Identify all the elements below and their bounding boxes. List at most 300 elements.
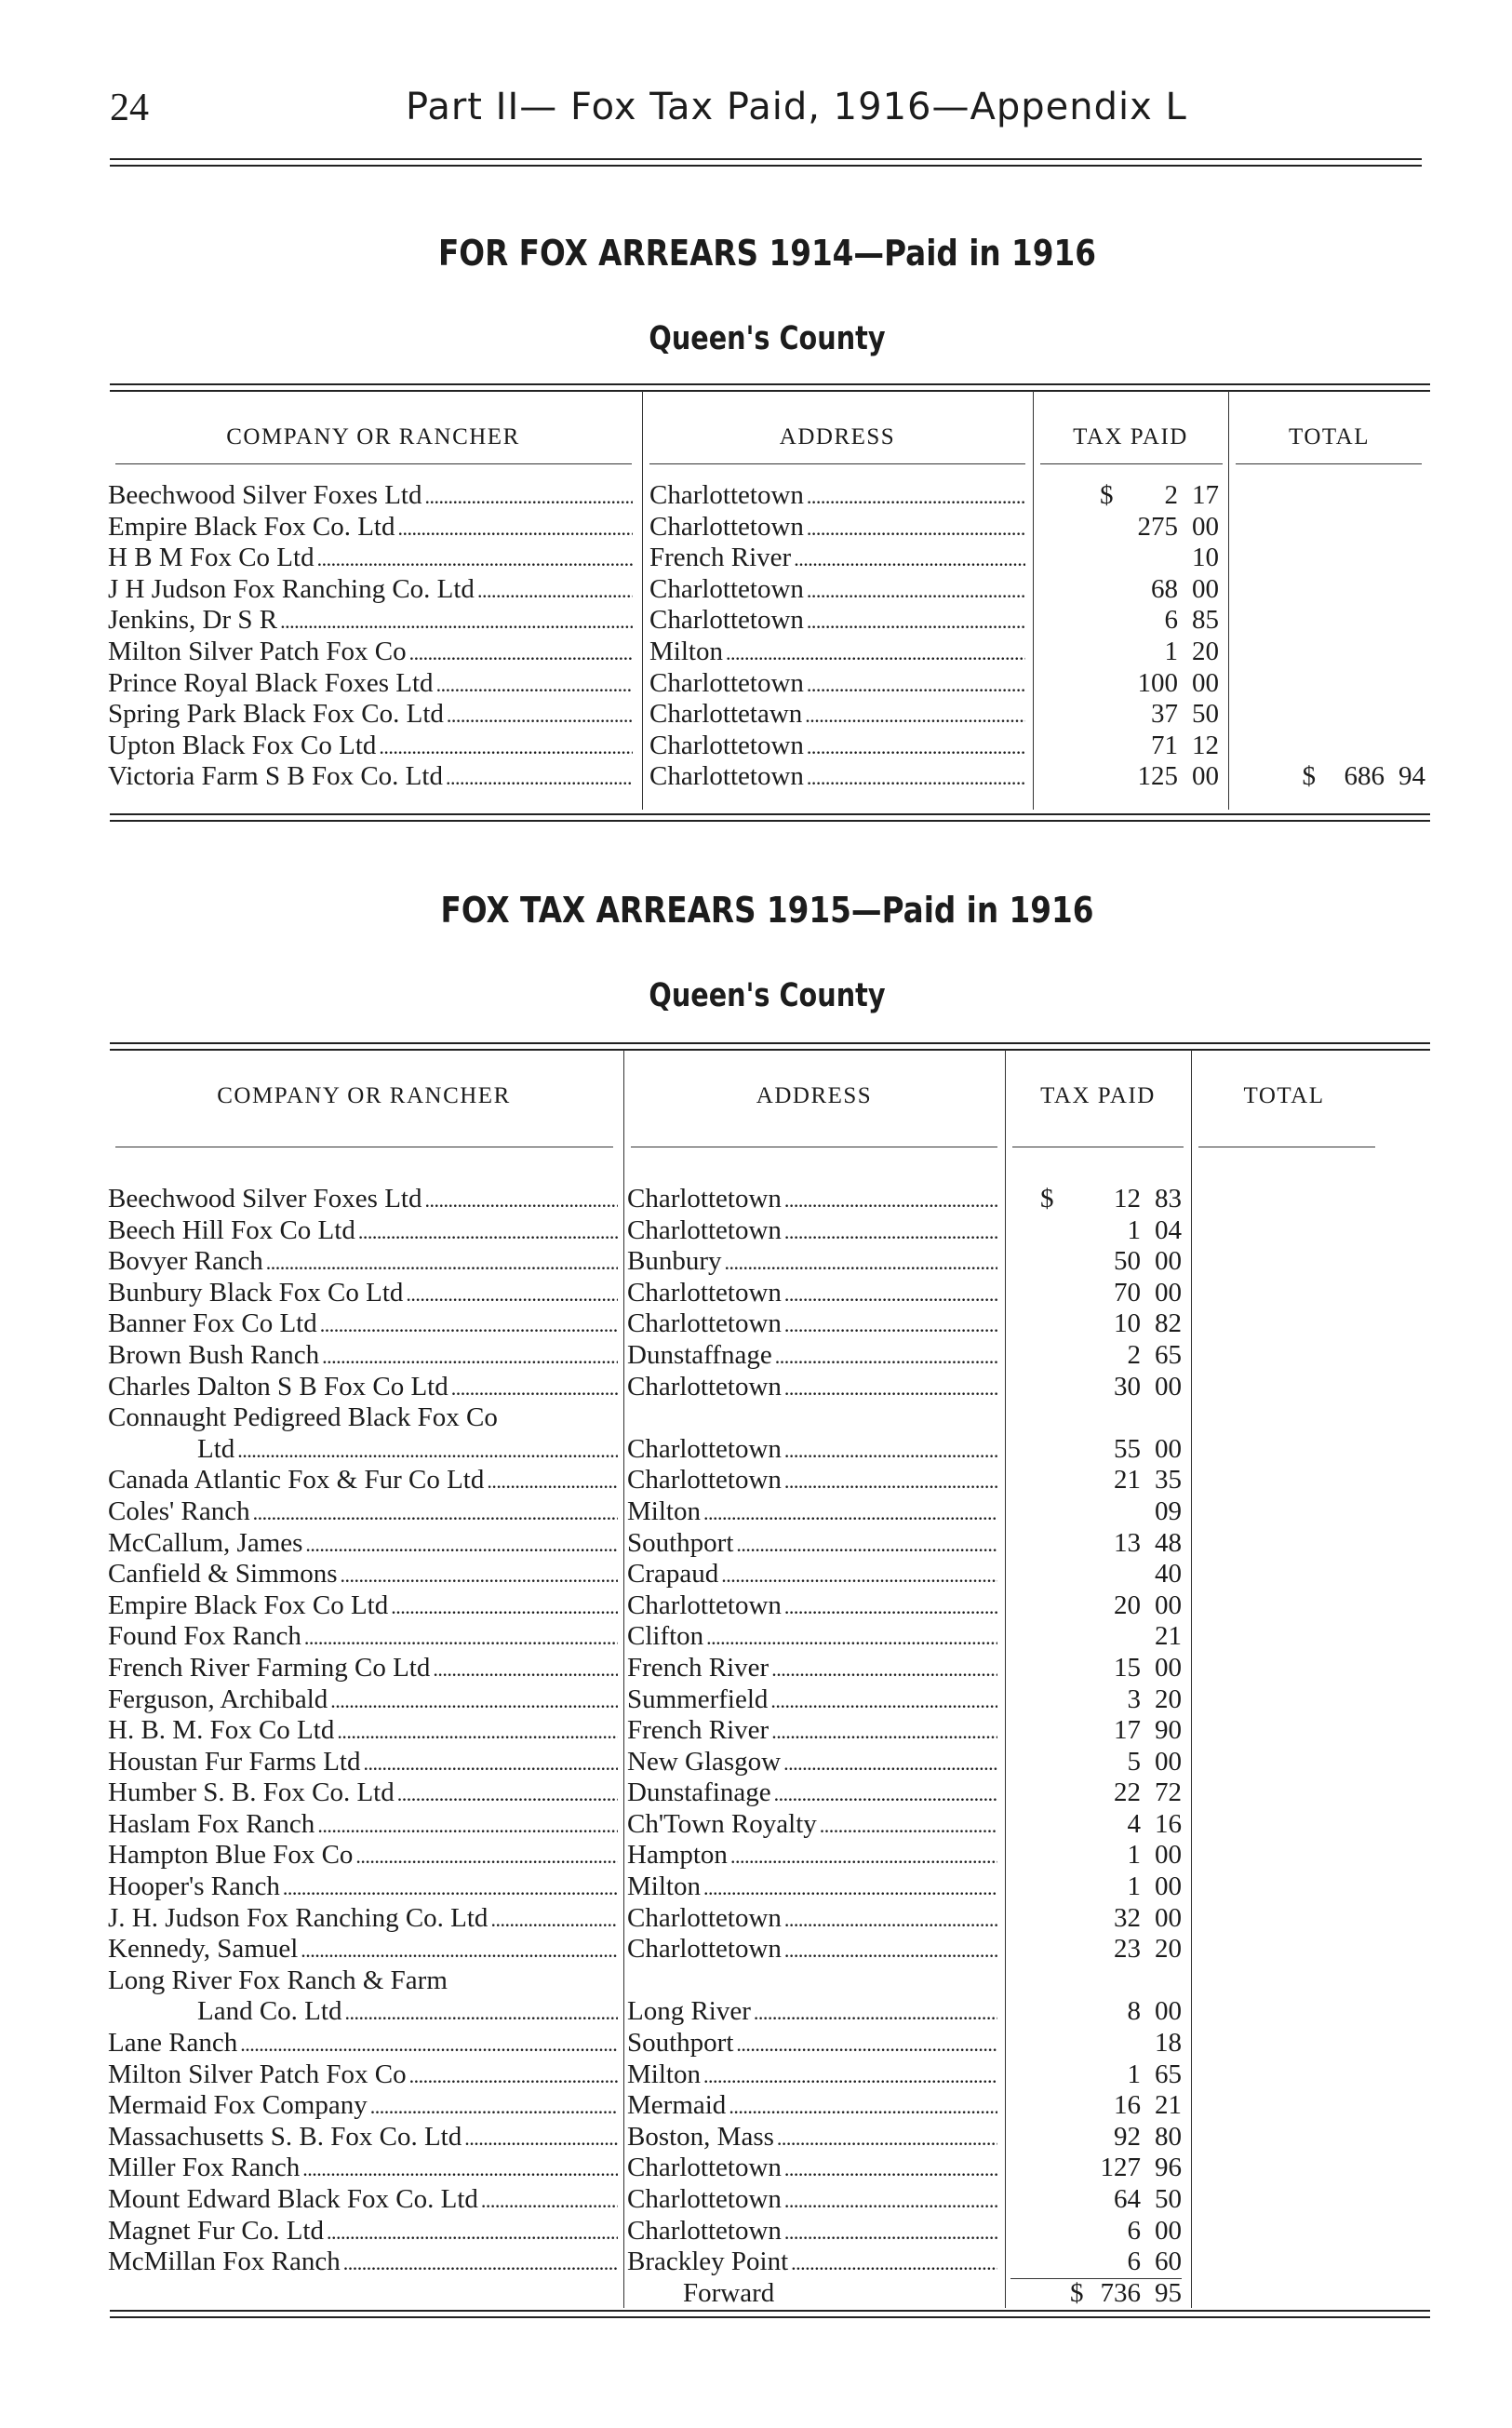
tax-dollars: 71 (1151, 730, 1178, 760)
tax-dollars: 15 (1114, 1652, 1141, 1683)
dot-leader (451, 1372, 618, 1404)
rancher-name-text: Canada Atlantic Fox & Fur Co Ltd (108, 1465, 485, 1496)
address (649, 512, 1025, 544)
dot-leader (398, 512, 634, 544)
address-text: Charlottetown (627, 1902, 782, 1933)
address (627, 1215, 997, 1248)
table-row (104, 1434, 1430, 1466)
tax-dollars: 16 (1114, 2090, 1141, 2121)
address (649, 543, 1025, 575)
county-title: Queen's County (649, 320, 886, 357)
county-title: Queen's County (649, 977, 886, 1014)
address (627, 1246, 997, 1279)
tax-paid-amount (1038, 761, 1219, 793)
rancher-name-text: French River Farming Co Ltd (108, 1652, 431, 1683)
address (627, 1840, 997, 1872)
tax-paid-amount (1010, 2059, 1182, 2091)
tax-cents: 96 (1155, 2153, 1182, 2183)
dot-leader (703, 1871, 997, 1904)
dot-leader (784, 2153, 997, 2185)
dot-leader (436, 668, 633, 701)
address-text: Charlottetown (649, 761, 804, 792)
table-row (104, 1465, 1430, 1496)
tax-dollars: 1 (1127, 1871, 1141, 1902)
tax-paid-amount (1010, 1184, 1182, 1215)
rancher-name-text: Prince Royal Black Foxes Ltd (108, 667, 434, 698)
dot-leader (754, 1996, 997, 2029)
forward-cents: 95 (1155, 2277, 1182, 2308)
dot-leader (379, 731, 633, 763)
address (649, 699, 1025, 731)
dot-leader (344, 1996, 618, 2029)
tax-paid-amount (1010, 1246, 1182, 1278)
address (649, 605, 1025, 637)
rancher-name (108, 699, 633, 731)
table-body (104, 480, 1430, 793)
rancher-name (108, 1715, 618, 1748)
address (627, 1278, 997, 1310)
tax-table-1914 (104, 383, 1430, 830)
dot-leader (283, 1871, 618, 1904)
tax-cents: 65 (1155, 2059, 1182, 2089)
tax-paid-amount (1010, 1934, 1182, 1965)
tax-dollars: 13 (1114, 1527, 1141, 1558)
dot-leader (807, 761, 1025, 794)
address (627, 1528, 997, 1561)
rancher-name (108, 512, 633, 544)
table-row (104, 1496, 1430, 1528)
address (627, 2122, 997, 2154)
rancher-name-text: Beechwood Silver Foxes Ltd (108, 1184, 422, 1214)
tax-dollars: 1 (1127, 2059, 1141, 2089)
dot-leader (343, 2247, 618, 2279)
tax-paid-amount (1010, 1996, 1182, 2028)
table-row (104, 1903, 1430, 1935)
dot-leader (280, 605, 633, 637)
rancher-name-text: Lane Ranch (108, 2028, 238, 2059)
rancher-name (108, 1402, 618, 1434)
address-text: Clifton (627, 1621, 704, 1652)
rancher-name (108, 543, 633, 575)
dot-leader (771, 1653, 997, 1685)
address (627, 1715, 997, 1748)
table-row (104, 2184, 1430, 2216)
tax-paid-amount (1038, 668, 1219, 700)
address-text: Dunstaffnage (627, 1339, 772, 1370)
tax-paid-amount (1038, 480, 1219, 512)
rancher-name-text: Humber S. B. Fox Co. Ltd (108, 1777, 395, 1808)
address (627, 1871, 997, 1904)
tax-dollars: 23 (1114, 1934, 1141, 1965)
forward-amount (1010, 2278, 1182, 2310)
dot-leader (481, 2184, 618, 2217)
address-text: Milton (627, 2059, 701, 2089)
page-number: 24 (110, 87, 149, 129)
rancher-name (108, 1496, 618, 1529)
dot-leader (320, 1308, 618, 1341)
tax-cents: 00 (1155, 1902, 1182, 1933)
table-row (104, 2153, 1430, 2184)
tax-cents: 12 (1192, 730, 1219, 760)
dot-leader (784, 1934, 997, 1966)
tax-cents: 82 (1155, 1308, 1182, 1339)
tax-paid-amount (1010, 1903, 1182, 1935)
rancher-name-text: Long River Fox Ranch & Farm (108, 1965, 448, 1995)
forward-label: Forward (683, 2277, 775, 2308)
tax-paid-amount (1010, 2122, 1182, 2153)
rancher-name-text: McMillan Fox Ranch (108, 2247, 341, 2277)
address (627, 1184, 997, 1216)
address-text: Long River (627, 1996, 751, 2027)
address-text: Charlottetown (627, 1590, 782, 1620)
address (649, 761, 1025, 794)
tax-cents: 00 (1192, 511, 1219, 542)
address (649, 637, 1025, 669)
rancher-name-text: Charles Dalton S B Fox Co Ltd (108, 1371, 448, 1402)
rancher-name-text: H B M Fox Co Ltd (108, 543, 314, 573)
total-cents: 94 (1398, 761, 1425, 792)
rancher-name (108, 1809, 618, 1842)
dot-leader (327, 2216, 618, 2248)
table-row (104, 2059, 1430, 2091)
dot-leader (791, 2247, 997, 2279)
dot-leader (487, 1465, 618, 1497)
dot-leader (794, 543, 1025, 575)
rancher-name-text: Haslam Fox Ranch (108, 1808, 315, 1839)
tax-dollars: 30 (1114, 1371, 1141, 1402)
running-title: Part II— Fox Tax Paid, 1916—Appendix L (406, 86, 1187, 128)
rancher-name (108, 1777, 618, 1810)
table-row (104, 605, 1430, 637)
column-header-company: COMPANY OR RANCHER (217, 1083, 511, 1108)
table-row (104, 1246, 1430, 1278)
table-row (104, 1934, 1430, 1965)
address-text: Bunbury (627, 1246, 722, 1277)
address (627, 1308, 997, 1341)
tax-cents: 20 (1192, 636, 1219, 666)
rancher-name (108, 1528, 618, 1561)
rancher-name (108, 1840, 618, 1872)
table-row (104, 1528, 1430, 1560)
column-header-company: COMPANY OR RANCHER (226, 424, 520, 449)
dot-leader (784, 2184, 997, 2217)
tax-dollars: 275 (1137, 511, 1178, 542)
tax-dollars: 20 (1114, 1590, 1141, 1620)
address-text: Charlottetown (649, 730, 804, 760)
header-underline (115, 463, 632, 464)
rancher-name-text: Banner Fox Co Ltd (108, 1308, 317, 1339)
tax-paid-amount (1010, 1777, 1182, 1809)
column-header-address: ADDRESS (779, 424, 896, 449)
rancher-name (108, 1184, 618, 1216)
tax-cents: 83 (1155, 1184, 1182, 1214)
tax-paid-amount (1010, 2090, 1182, 2122)
tax-paid-amount (1010, 1372, 1182, 1403)
tax-paid-amount (1010, 1340, 1182, 1372)
tax-paid-amount (1010, 1653, 1182, 1684)
tax-cents: 40 (1155, 1559, 1182, 1590)
address (627, 1590, 997, 1623)
address (627, 1684, 997, 1717)
tax-cents: 00 (1192, 667, 1219, 698)
table-row (104, 2247, 1430, 2278)
address (627, 2059, 997, 2092)
tax-dollars: 50 (1114, 1246, 1141, 1277)
table-row (104, 1278, 1430, 1309)
tax-paid-amount (1010, 1840, 1182, 1871)
rancher-name (108, 1871, 618, 1904)
dot-leader (240, 2028, 618, 2060)
column-header-total: TOTAL (1243, 1083, 1325, 1108)
tax-cents: 00 (1155, 1371, 1182, 1402)
address (627, 1809, 997, 1842)
table-row (104, 1559, 1430, 1590)
tax-dollars: 3 (1127, 1684, 1141, 1714)
tax-dollars: 12 (1114, 1184, 1141, 1214)
rancher-name (108, 1747, 618, 1779)
total-currency: $ (1302, 761, 1316, 792)
rancher-name (108, 2059, 618, 2092)
section-title: FOX TAX ARREARS 1915—Paid in 1916 (440, 890, 1094, 931)
header-underline (649, 463, 1025, 464)
rancher-name (108, 761, 633, 794)
tax-cents: 35 (1155, 1465, 1182, 1496)
tax-table-1915 (104, 1042, 1430, 2336)
tax-paid-amount (1010, 1871, 1182, 1903)
address-text: Charlottetown (627, 1934, 782, 1965)
tax-cents: 00 (1192, 573, 1219, 604)
dot-leader (406, 1278, 618, 1310)
tax-paid-amount (1038, 543, 1219, 574)
dot-leader (464, 2122, 618, 2154)
rancher-name (108, 1965, 618, 1997)
rancher-name-text: Hampton Blue Fox Co (108, 1840, 354, 1871)
rancher-name-text: Upton Black Fox Co Ltd (108, 730, 377, 760)
column-header-total: TOTAL (1289, 424, 1370, 449)
rancher-name-text: Ferguson, Archibald (108, 1684, 328, 1714)
table-row (104, 480, 1430, 512)
tax-paid-amount (1010, 1621, 1182, 1653)
rancher-name-text: J H Judson Fox Ranching Co. Ltd (108, 573, 475, 604)
dot-leader (370, 2090, 618, 2123)
tax-dollars: 6 (1127, 2247, 1141, 2277)
rancher-name-text: Mount Edward Black Fox Co. Ltd (108, 2184, 478, 2214)
address (627, 1340, 997, 1373)
rancher-name (108, 1465, 618, 1497)
address-text: Charlottetown (627, 1277, 782, 1308)
tax-paid-amount (1010, 2184, 1182, 2216)
dot-leader (784, 2216, 997, 2248)
address (627, 2216, 997, 2248)
dot-leader (807, 668, 1025, 701)
table-row (104, 1215, 1430, 1247)
rancher-name-text: Houstan Fur Farms Ltd (108, 1746, 361, 1777)
address (627, 1996, 997, 2029)
address-text: Ch'Town Royalty (627, 1808, 817, 1839)
rancher-name-text: Mermaid Fox Company (108, 2090, 368, 2121)
forward-row (104, 2278, 1430, 2310)
tax-cents: 60 (1155, 2247, 1182, 2277)
tax-dollars: 4 (1127, 1808, 1141, 1839)
dot-leader (784, 1215, 997, 1248)
tax-dollars: 70 (1114, 1277, 1141, 1308)
tax-dollars: 1 (1127, 1840, 1141, 1871)
rancher-name-text: J. H. Judson Fox Ranching Co. Ltd (108, 1902, 488, 1933)
address (649, 480, 1025, 513)
address-text: Milton (627, 1871, 701, 1902)
address-text: Summerfield (627, 1684, 769, 1714)
table-row (104, 1840, 1430, 1871)
dot-leader (807, 574, 1025, 607)
dot-leader (490, 1903, 618, 1936)
tax-cents: 21 (1155, 1621, 1182, 1652)
address-text: Milton (649, 636, 723, 666)
tax-dollars: 2 (1127, 1339, 1141, 1370)
tax-dollars: 1 (1164, 636, 1178, 666)
address-text: Milton (627, 1496, 701, 1526)
rancher-name (108, 1372, 618, 1404)
rancher-name-text: Miller Fox Ranch (108, 2153, 301, 2183)
dot-leader (820, 1809, 997, 1842)
address (627, 2090, 997, 2123)
rancher-name (108, 1653, 618, 1685)
dot-leader (805, 699, 1025, 731)
table-row (104, 699, 1430, 731)
rancher-name-text: Beechwood Silver Foxes Ltd (108, 480, 422, 510)
tax-cents: 17 (1192, 480, 1219, 510)
tax-dollars: 68 (1151, 573, 1178, 604)
tax-dollars (1076, 2028, 1141, 2059)
address-text: Charlottetown (627, 2215, 782, 2246)
tax-dollars: 64 (1114, 2184, 1141, 2214)
dot-leader (302, 2153, 618, 2185)
rancher-name-text: Kennedy, Samuel (108, 1934, 299, 1965)
dot-leader (783, 1747, 997, 1779)
rancher-name-text: Hooper's Ranch (108, 1871, 280, 1902)
table-row (104, 1965, 1430, 1997)
forward-dollars: 736 (1100, 2277, 1141, 2308)
address (649, 731, 1025, 763)
section-arrears-1915 (104, 882, 1430, 2334)
dot-leader (337, 1715, 618, 1748)
dot-leader (330, 1684, 618, 1717)
dot-leader (409, 2059, 618, 2092)
tax-dollars: 1 (1127, 1214, 1141, 1245)
rancher-name (108, 605, 633, 637)
table-row (104, 1184, 1430, 1215)
header-underline (1236, 463, 1422, 464)
tax-cents: 18 (1155, 2028, 1182, 2059)
rancher-name (108, 1559, 618, 1591)
tax-dollars (1076, 1559, 1141, 1590)
rancher-name-text: Coles' Ranch (108, 1496, 250, 1526)
dot-leader (736, 1528, 997, 1561)
dot-leader (322, 1340, 618, 1373)
tax-cents: 09 (1155, 1496, 1182, 1526)
tax-paid-amount (1010, 1278, 1182, 1309)
tax-paid-amount (1010, 1715, 1182, 1747)
tax-paid-amount (1010, 1747, 1182, 1778)
tax-dollars (1113, 543, 1178, 574)
address-text: French River (627, 1652, 769, 1683)
dot-leader (391, 1590, 618, 1623)
tax-dollars: 2 (1164, 480, 1178, 510)
dot-leader (305, 1528, 618, 1561)
dot-leader (341, 1559, 619, 1591)
table-row (104, 574, 1430, 606)
dot-leader (807, 512, 1025, 544)
tax-paid-amount (1010, 1434, 1182, 1466)
rancher-name-text: Beech Hill Fox Co Ltd (108, 1214, 355, 1245)
address (627, 1653, 997, 1685)
tax-cents: 65 (1155, 1339, 1182, 1370)
column-header-tax-paid: TAX PAID (1040, 1083, 1156, 1108)
tax-cents: 00 (1155, 1246, 1182, 1277)
address-text: Charlottetown (627, 1465, 782, 1496)
rancher-name-text: Found Fox Ranch (108, 1621, 301, 1652)
table-body (104, 1184, 1430, 2309)
tax-paid-amount (1010, 1215, 1182, 1247)
dot-leader (317, 543, 633, 575)
tax-cents: 20 (1155, 1934, 1182, 1965)
address (627, 2153, 997, 2185)
table-row (104, 1372, 1430, 1403)
rancher-name (108, 637, 633, 669)
dot-leader (253, 1496, 618, 1529)
rancher-name (108, 1903, 618, 1936)
tax-paid-amount (1010, 2153, 1182, 2184)
address-text: Charlottetown (627, 2184, 782, 2214)
tax-dollars: 32 (1114, 1902, 1141, 1933)
table-row (104, 668, 1430, 700)
dot-leader (807, 731, 1025, 763)
tax-cents: 00 (1155, 1277, 1182, 1308)
rancher-name-text: Spring Park Black Fox Co. Ltd (108, 699, 444, 730)
dot-leader (725, 1246, 998, 1279)
tax-dollars: 6 (1164, 605, 1178, 636)
rancher-name-text: Magnet Fur Co. Ltd (108, 2215, 324, 2246)
address-text: Charlottetawn (649, 699, 803, 730)
tax-dollars: 37 (1151, 699, 1178, 730)
address-text: Charlottetown (627, 1371, 782, 1402)
running-head (110, 86, 1422, 141)
address-text: Charlottetown (649, 573, 804, 604)
address (627, 1934, 997, 1966)
dot-leader (304, 1621, 618, 1654)
rancher-name-text: McCallum, James (108, 1527, 303, 1558)
dot-leader (784, 1308, 997, 1341)
rancher-name (108, 480, 633, 513)
table-row (104, 1684, 1430, 1716)
dot-leader (447, 699, 633, 731)
address-text: Southport (627, 1527, 734, 1558)
tax-paid-amount (1038, 637, 1219, 668)
tax-dollars: 125 (1137, 761, 1178, 792)
table-row (104, 2090, 1430, 2122)
rancher-name (108, 1621, 618, 1654)
tax-dollars: 55 (1114, 1433, 1141, 1464)
rancher-name (108, 2090, 618, 2123)
tax-cents: 80 (1155, 2121, 1182, 2152)
section-arrears-1914 (104, 223, 1430, 838)
rancher-name (108, 1590, 618, 1623)
rancher-name (108, 574, 633, 607)
dot-leader (784, 1434, 997, 1467)
rancher-name-text: Land Co. Ltd (197, 1996, 342, 2027)
table-row (104, 731, 1430, 762)
tax-cents: 48 (1155, 1527, 1182, 1558)
dot-leader (784, 1184, 997, 1216)
